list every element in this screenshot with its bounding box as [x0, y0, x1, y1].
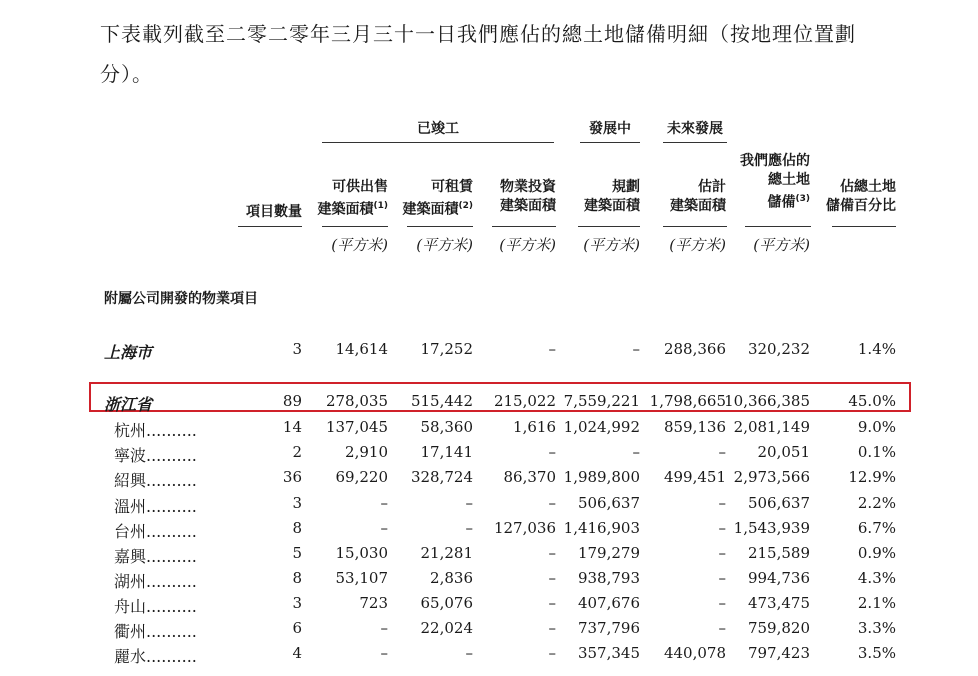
- table-cell: 278,035: [325, 392, 388, 410]
- table-cell: 12.9%: [848, 468, 896, 486]
- col-header-sale-note: (1): [373, 201, 388, 211]
- unit-total: (平方米): [753, 236, 810, 254]
- col-header-plan-l2: 建築面積: [584, 198, 640, 214]
- table-cell: 17,141: [420, 443, 473, 461]
- row-label: 上海市: [104, 343, 153, 362]
- row-label: 衢州..........: [114, 622, 197, 641]
- table-cell: 938,793: [577, 569, 640, 587]
- col-header-plan: [584, 178, 640, 216]
- table-cell: 22,024: [420, 619, 473, 637]
- row-label: 舟山..........: [114, 597, 197, 616]
- table-cell: 328,724: [410, 468, 473, 486]
- table-cell: 21,281: [420, 544, 473, 562]
- group-completed-label: 已竣工: [417, 121, 459, 137]
- table-cell: 2,973,566: [733, 468, 810, 486]
- table-cell: 2: [292, 443, 302, 461]
- table-cell: 1,024,992: [563, 418, 640, 436]
- table-cell: 723: [359, 594, 388, 612]
- unit-invest: (平方米): [499, 236, 556, 254]
- col-rule-sale: [322, 226, 388, 227]
- col-header-plan-l1: 規劃: [612, 179, 640, 195]
- unit-sale: (平方米): [331, 236, 388, 254]
- table-cell: 6: [292, 619, 302, 637]
- section-title: 附屬公司開發的物業項目: [104, 291, 258, 307]
- col-header-total-note: (3): [795, 194, 810, 204]
- group-developing-rule: [580, 142, 640, 143]
- table-cell: –: [548, 594, 556, 612]
- table-cell: 2,081,149: [733, 418, 810, 436]
- table-cell: –: [465, 494, 473, 512]
- col-header-total-l3: 儲備: [767, 194, 796, 211]
- table-cell: 737,796: [577, 619, 640, 637]
- table-cell: 440,078: [663, 644, 726, 662]
- table-cell: 4.3%: [857, 569, 896, 587]
- table-cell: 58,360: [420, 418, 473, 436]
- row-label: 嘉興..........: [114, 547, 197, 566]
- table-cell: 5: [292, 544, 302, 562]
- table-cell: 515,442: [410, 392, 473, 410]
- table-cell: 797,423: [747, 644, 810, 662]
- table-cell: 506,637: [747, 494, 810, 512]
- col-rule-projects: [238, 226, 302, 227]
- table-cell: 86,370: [503, 468, 556, 486]
- col-header-sale-l2: 建築面積: [317, 201, 374, 218]
- table-cell: –: [380, 519, 388, 537]
- table-cell: 3: [292, 340, 302, 358]
- col-rule-total: [745, 226, 811, 227]
- table-cell: 215,022: [493, 392, 556, 410]
- col-header-pct-l1: 佔總土地: [840, 179, 896, 195]
- unit-plan: (平方米): [583, 236, 640, 254]
- row-label: 麗水..........: [114, 647, 197, 666]
- table-cell: 1.4%: [857, 340, 896, 358]
- table-cell: 36: [282, 468, 302, 486]
- col-header-rent-l1: 可租賃: [431, 179, 473, 195]
- col-header-projects: [246, 203, 302, 222]
- table-cell: 20,051: [757, 443, 810, 461]
- table-cell: 859,136: [663, 418, 726, 436]
- table-cell: –: [718, 544, 726, 562]
- col-rule-est: [663, 226, 727, 227]
- table-cell: 1,798,665: [649, 392, 726, 410]
- row-label: 湖州..........: [114, 572, 197, 591]
- table-cell: 3: [292, 594, 302, 612]
- table-cell: 2.1%: [857, 594, 896, 612]
- table-cell: 10,366,385: [724, 392, 810, 410]
- col-header-total: [740, 152, 810, 213]
- table-cell: 2.2%: [857, 494, 896, 512]
- table-cell: 506,637: [577, 494, 640, 512]
- table-cell: 3: [292, 494, 302, 512]
- table-cell: 2,836: [430, 569, 473, 587]
- row-label: 寧波..........: [114, 446, 197, 465]
- table-cell: 320,232: [747, 340, 810, 358]
- table-cell: 288,366: [663, 340, 726, 358]
- table-cell: 45.0%: [848, 392, 896, 410]
- table-cell: –: [380, 494, 388, 512]
- col-header-rent: [403, 178, 474, 220]
- col-rule-pct: [832, 226, 896, 227]
- col-header-invest-l1: 物業投資: [500, 179, 556, 195]
- table-cell: 1,543,939: [733, 519, 810, 537]
- table-cell: 759,820: [747, 619, 810, 637]
- group-developing-label: 發展中: [589, 121, 631, 137]
- group-completed-rule: [322, 142, 554, 143]
- table-cell: 137,045: [325, 418, 388, 436]
- col-header-rent-l2: 建築面積: [402, 201, 459, 218]
- table-cell: 14,614: [335, 340, 388, 358]
- table-cell: 407,676: [577, 594, 640, 612]
- table-cell: –: [718, 594, 726, 612]
- group-future-rule: [663, 142, 727, 143]
- table-cell: 357,345: [577, 644, 640, 662]
- table-cell: –: [632, 443, 640, 461]
- col-rule-invest: [492, 226, 556, 227]
- table-cell: 17,252: [420, 340, 473, 358]
- table-cell: 2,910: [345, 443, 388, 461]
- table-cell: 0.1%: [857, 443, 896, 461]
- row-label: 浙江省: [104, 395, 153, 414]
- row-label: 紹興..........: [114, 471, 197, 490]
- col-header-est-l1: 估計: [698, 179, 726, 195]
- table-cell: –: [380, 619, 388, 637]
- col-header-est: [670, 178, 726, 216]
- table-cell: 8: [292, 569, 302, 587]
- unit-rent: (平方米): [416, 236, 473, 254]
- table-cell: –: [718, 443, 726, 461]
- table-cell: 1,616: [513, 418, 556, 436]
- table-cell: 215,589: [747, 544, 810, 562]
- table-cell: –: [465, 519, 473, 537]
- col-header-invest-l2: 建築面積: [500, 198, 556, 214]
- col-header-rent-note: (2): [458, 201, 473, 211]
- table-cell: –: [465, 644, 473, 662]
- table-cell: –: [548, 619, 556, 637]
- table-cell: 473,475: [747, 594, 810, 612]
- table-cell: –: [548, 443, 556, 461]
- table-cell: 4: [292, 644, 302, 662]
- table-cell: –: [548, 340, 556, 358]
- col-rule-rent: [407, 226, 473, 227]
- table-cell: –: [718, 569, 726, 587]
- col-header-sale-l1: 可供出售: [332, 179, 388, 195]
- table-cell: 0.9%: [857, 544, 896, 562]
- table-cell: 3.3%: [857, 619, 896, 637]
- table-cell: 1,989,800: [563, 468, 640, 486]
- table-cell: 69,220: [335, 468, 388, 486]
- table-cell: –: [548, 494, 556, 512]
- table-cell: –: [718, 519, 726, 537]
- table-cell: 53,107: [335, 569, 388, 587]
- table-cell: –: [632, 340, 640, 358]
- table-cell: –: [718, 494, 726, 512]
- table-cell: 6.7%: [857, 519, 896, 537]
- col-header-projects-text: 項目數量: [246, 204, 302, 220]
- col-header-total-l1: 我們應佔的: [740, 153, 810, 169]
- table-cell: –: [380, 644, 388, 662]
- table-cell: 1,416,903: [563, 519, 640, 537]
- intro-paragraph: 下表載列截至二零二零年三月三十一日我們應佔的總土地儲備明細（按地理位置劃分）。: [100, 22, 856, 86]
- table-cell: 994,736: [747, 569, 810, 587]
- table-cell: 499,451: [663, 468, 726, 486]
- table-cell: 3.5%: [857, 644, 896, 662]
- col-header-invest: [500, 178, 556, 216]
- table-cell: 15,030: [335, 544, 388, 562]
- table-cell: 127,036: [493, 519, 556, 537]
- row-label: 溫州..........: [114, 497, 197, 516]
- col-header-pct: [826, 178, 896, 216]
- col-header-total-l2: 總土地: [768, 172, 810, 188]
- table-cell: 9.0%: [857, 418, 896, 436]
- group-future-label: 未來發展: [667, 121, 723, 137]
- table-cell: 14: [282, 418, 302, 436]
- table-cell: –: [548, 569, 556, 587]
- col-header-est-l2: 建築面積: [670, 198, 726, 214]
- table-cell: 89: [282, 392, 302, 410]
- col-rule-plan: [578, 226, 640, 227]
- row-label: 台州..........: [114, 522, 197, 541]
- col-header-pct-l2: 儲備百分比: [826, 198, 896, 214]
- table-cell: 65,076: [420, 594, 473, 612]
- table-cell: –: [548, 544, 556, 562]
- col-header-sale: [318, 178, 389, 220]
- row-label: 杭州..........: [114, 421, 197, 440]
- unit-est: (平方米): [669, 236, 726, 254]
- table-cell: –: [718, 619, 726, 637]
- table-cell: 8: [292, 519, 302, 537]
- table-cell: –: [548, 644, 556, 662]
- table-cell: 179,279: [577, 544, 640, 562]
- table-cell: 7,559,221: [563, 392, 640, 410]
